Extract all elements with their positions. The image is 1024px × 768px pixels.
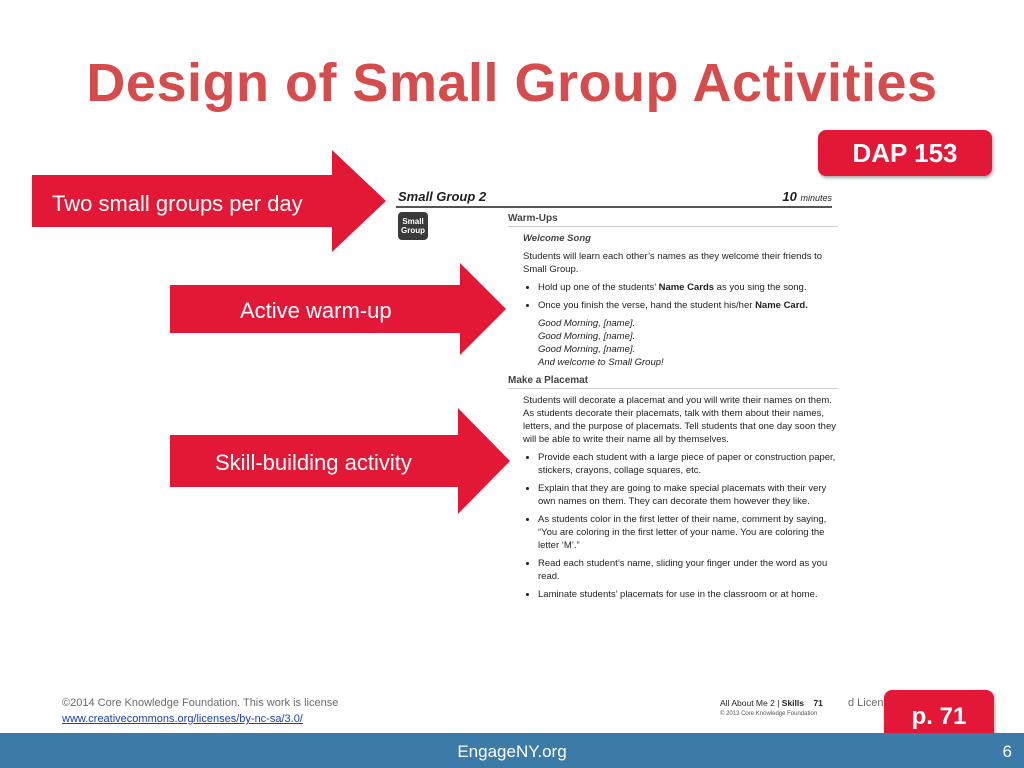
warmups-intro: Students will learn each other’s names as they welcome their friends to Small Group. <box>523 251 823 275</box>
placemat-heading: Make a Placemat <box>508 374 838 389</box>
slide-title: Design of Small Group Activities <box>86 53 938 113</box>
list-item: • Provide each student with a large piece of paper or construction paper, stickers, crayons, collage squares, etc. <box>538 451 838 477</box>
excerpt-heading: Small Group 2 <box>398 189 487 204</box>
license-link[interactable]: www.creativecommons.org/licenses/by-nc-sa/3.0/ <box>62 713 303 725</box>
footer-bar <box>0 733 1024 768</box>
copyright-notice: ©2014 Core Knowledge Foundation. This work is license <box>62 697 339 709</box>
list-item: • Laminate students’ placemats for use in the classroom or at home. <box>538 588 838 601</box>
small-group-icon: Small Group <box>398 212 428 240</box>
page-badge: p. 71 <box>884 690 994 744</box>
list-item: • Hold up one of the students’ Name Cards as you sing the song. <box>538 281 838 294</box>
list-item: • Once you finish the verse, hand the student his/her Name Card. <box>538 299 838 312</box>
copyright-notice-tail: d Licen <box>848 697 884 709</box>
dap-badge: DAP 153 <box>818 130 992 176</box>
placemat-list <box>523 451 838 601</box>
arrow-label-active-warmup: Active warm-up <box>240 298 392 323</box>
excerpt-header <box>396 186 832 208</box>
placemat-intro: Students will decorate a placemat and you will write their names on them. As students decorate their placemats, talk with them about their names, letters, and the purpose of placemats. Tell students that one day soon they will be able to write their name all by themselves. <box>523 395 836 445</box>
excerpt-duration: 10 minutes <box>782 189 832 204</box>
arrow-label-two-small-groups: Two small groups per day <box>52 191 303 216</box>
list-item: • Explain that they are going to make special placemats with their very own names on them. They can decorate them however they like. <box>538 482 838 508</box>
footer-site: EngageNY.org <box>457 742 567 761</box>
arrow-label-skill-building: Skill-building activity <box>215 450 412 475</box>
excerpt-page-footer: All About Me 2 | Skills 71 © 2013 Core Knowledge Foundation <box>720 698 823 717</box>
list-item: • As students color in the first letter of their name, comment by saying, “You are coloring in the first letter of your name. You are coloring the letter ‘M’.” <box>538 513 838 552</box>
welcome-song-heading: Welcome Song <box>523 233 591 244</box>
warmups-list <box>523 281 838 312</box>
warmups-heading: Warm-Ups <box>508 212 838 227</box>
excerpt-body <box>508 212 838 606</box>
welcome-song-lyrics: Good Morning, [name]. Good Morning, [name]. Good Morning, [name]. And welcome to Small Group! <box>538 318 664 368</box>
slide-number: 6 <box>1002 742 1012 761</box>
list-item: • Read each student’s name, sliding your finger under the word as you read. <box>538 557 838 583</box>
